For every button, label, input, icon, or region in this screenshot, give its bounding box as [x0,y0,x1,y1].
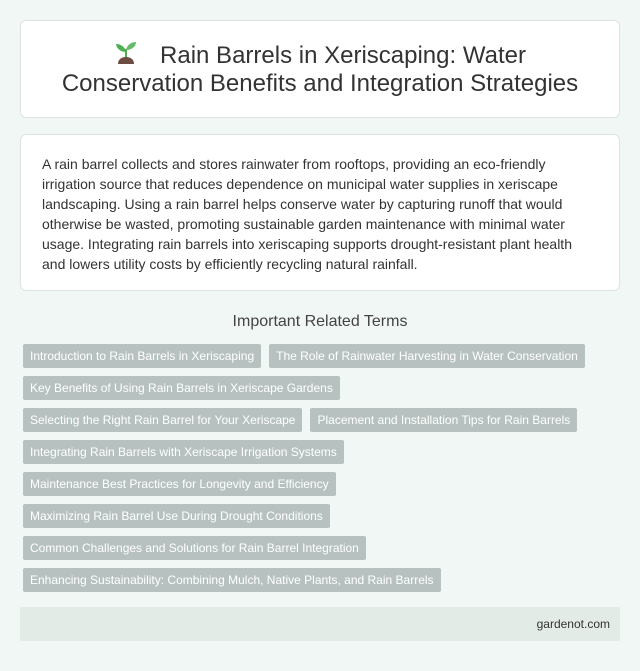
related-term-tag[interactable]: Key Benefits of Using Rain Barrels in Xeriscape Gardens [23,376,340,400]
page-title [41,40,599,98]
related-term-tag[interactable]: Maintenance Best Practices for Longevity and Efficiency [23,472,336,496]
title-card [20,20,620,118]
description-text: A rain barrel collects and stores rainwater from rooftops, providing an eco-friendly irrigation source that reduces dependence on municipal water supplies in xeriscape landscaping. Using a rain barrel helps conserve water by capturing runoff that would otherwise be wasted, promoting sustainable garden maintenance with minimal water usage. Integrating rain barrels into xeriscaping supports drought-resistant plant health and lowers utility costs by efficiently recycling natural rainfall. [42,156,572,272]
related-terms-heading: Important Related Terms [232,313,408,330]
related-term-tag[interactable]: Common Challenges and Solutions for Rain Barrel Integration [23,536,366,560]
related-term-tag[interactable]: Introduction to Rain Barrels in Xeriscaping [23,344,261,368]
related-term-tag[interactable]: Maximizing Rain Barrel Use During Drought Conditions [23,504,330,528]
page-title-text: Rain Barrels in Xeriscaping: Water Conservation Benefits and Integration Strategies [61,42,579,97]
related-term-tag[interactable]: Integrating Rain Barrels with Xeriscape Irrigation Systems [23,440,344,464]
footer-site-link[interactable]: gardenot.com [536,617,610,631]
related-term-tag[interactable]: Selecting the Right Rain Barrel for Your Xeriscape [23,408,302,432]
related-term-tag[interactable]: The Role of Rainwater Harvesting in Water Conservation [269,344,585,368]
related-terms-list [23,344,623,592]
related-term-tag[interactable]: Enhancing Sustainability: Combining Mulch, Native Plants, and Rain Barrels [23,568,441,592]
description-card [20,134,620,291]
related-term-tag[interactable]: Placement and Installation Tips for Rain Barrels [310,408,577,432]
sprout-icon [114,40,138,66]
footer [20,607,620,641]
